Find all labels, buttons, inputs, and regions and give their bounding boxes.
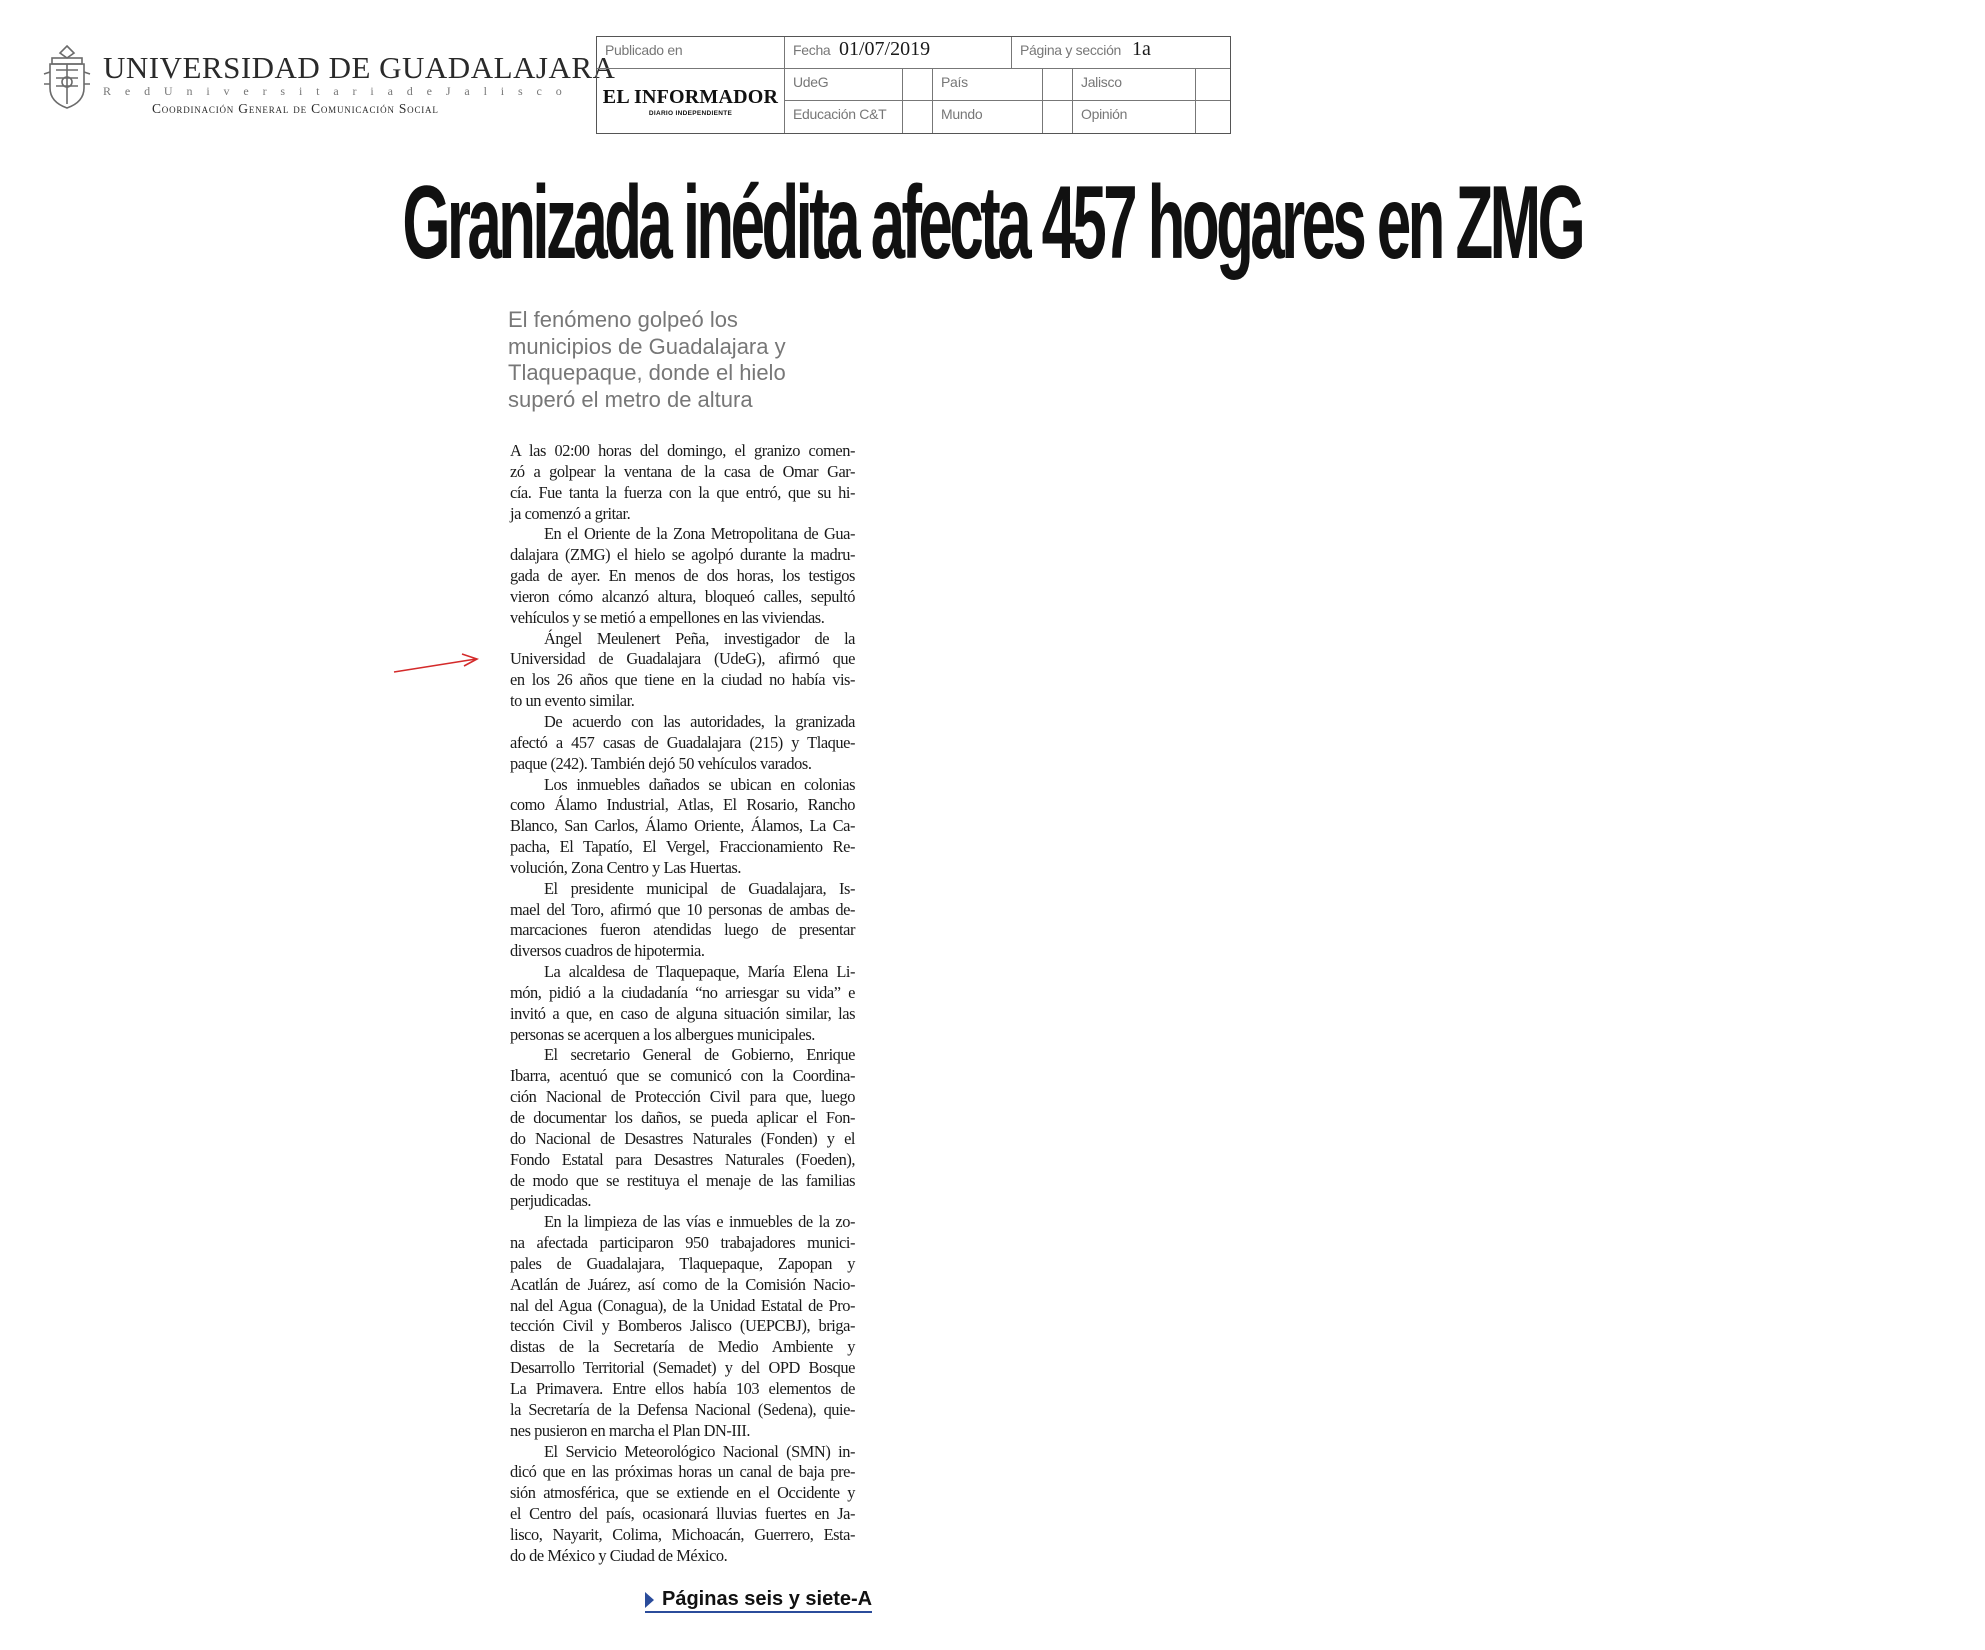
body-line: to un evento similar. (510, 691, 635, 711)
network-letter: i (298, 84, 304, 98)
body-line: Desarrollo Territorial (Semadet) y del OPD Bosque (510, 1358, 855, 1378)
body-line: La Primavera. Entre ellos había 103 elementos de (510, 1378, 855, 1398)
publication-info-grid (596, 36, 1231, 134)
body-line: paque (242). También dejó 50 vehículos varados. (510, 753, 812, 773)
section-mundo: Mundo (933, 101, 1043, 133)
body-line: A las 02:00 horas del domingo, el granizo comen- (510, 441, 855, 460)
body-line: como Álamo Industrial, Atlas, El Rosario, Rancho (510, 795, 855, 815)
body-line: do de México y Ciudad de México. (510, 1545, 728, 1565)
network-letter: i (206, 84, 211, 98)
body-line: gada de ayer. En menos de dos horas, los testigos (510, 566, 855, 586)
subhead-line: superó el metro de altura (508, 386, 753, 412)
body-line: volución, Zona Centro y Las Huertas. (510, 857, 741, 877)
article-subhead (508, 307, 828, 413)
network-letter: a (387, 84, 394, 98)
body-line: Los inmuebles dañados se ubican en colonias (544, 774, 855, 794)
body-line: personas se acerquen a los albergues municipales. (510, 1024, 815, 1044)
date-label: Fecha (793, 42, 831, 58)
body-line: Ibarra, acentuó que se comunicó con la Coordina- (510, 1066, 855, 1086)
body-line: vieron cómo alcanzó altura, bloqueó calles, sepultó (510, 586, 855, 606)
body-line: lisco, Nayarit, Colima, Michoacán, Guerrero, Esta- (510, 1524, 855, 1544)
body-line: afectó a 457 casas de Guadalajara (215) y Tlaque- (510, 732, 855, 752)
newspaper-masthead (597, 69, 785, 133)
body-line: món, pidió a la ciudadanía “no arriesgar su vida” e (510, 982, 855, 1002)
body-line: diversos cuadros de hipotermia. (510, 941, 705, 961)
body-line: na afectada participaron 950 trabajadores munici- (510, 1233, 855, 1253)
coordination-name: Coordinación General de Comunicación Social (152, 101, 439, 116)
section-checkbox (1196, 101, 1230, 133)
network-letter: s (280, 84, 287, 98)
body-line: en los 26 años que tiene en la ciudad no había vis- (510, 670, 855, 690)
network-letter: U (163, 84, 174, 98)
body-line: cía. Fue tanta la fuerza con la que entró, que su hi- (510, 482, 855, 502)
university-network (103, 84, 563, 99)
body-line: El presidente municipal de Guadalajara, Is- (544, 878, 855, 898)
body-line: do Nacional de Desastres Naturales (Fonden) y el (510, 1128, 855, 1148)
section-checkbox (903, 69, 933, 101)
network-letter: n (186, 84, 194, 98)
body-line: dalajara (ZMG) el hielo se agolpó durante la madru- (510, 545, 855, 565)
body-line: distas de la Secretaría de Medio Ambiente y (510, 1337, 855, 1357)
network-letter: r (352, 84, 358, 98)
body-line: invitó a que, en caso de alguna situación similar, las (510, 1003, 855, 1023)
body-line: De acuerdo con las autoridades, la granizada (544, 711, 855, 731)
university-crest-icon (42, 44, 92, 110)
body-line: marcaciones fueron atendidas luego de presentar (510, 920, 855, 940)
network-letter: r (262, 84, 268, 98)
red-arrow-marker-icon (392, 652, 482, 676)
section-checkbox (1043, 69, 1073, 101)
page-reference-link[interactable] (645, 1588, 872, 1613)
university-name: UNIVERSIDAD DE GUADALAJARA (103, 50, 616, 85)
section-pais: País (933, 69, 1043, 101)
body-line: la Secretaría de la Defensa Nacional (Sedena), quie- (510, 1399, 855, 1419)
section-checkbox (1043, 101, 1073, 133)
published-in-label: Publicado en (597, 37, 785, 69)
body-line: nes pusieron en marcha el Plan DN-III. (510, 1420, 751, 1440)
body-line: vehículos y se metió a empellones en las viviendas. (510, 607, 825, 627)
body-line: La alcaldesa de Tlaquepaque, María Elena Li- (544, 962, 855, 982)
page-reference-text: Páginas seis y siete-A (662, 1588, 873, 1610)
subhead-line: municipios de Guadalajara y (508, 333, 786, 359)
body-line: sión atmosférica, que se extiende en el Occidente y (510, 1483, 855, 1503)
headline-wrapper (0, 165, 1583, 281)
body-line: ción Nacional de Protección Civil para que, luego (510, 1087, 855, 1107)
body-line: El secretario General de Gobierno, Enrique (544, 1045, 855, 1065)
body-line: tección Civil y Bomberos Jalisco (UEPCBJ), briga- (510, 1316, 855, 1336)
newspaper-tagline: DIARIO INDEPENDIENTE (648, 109, 733, 117)
network-letter: d (144, 84, 152, 98)
section-opinion: Opinión (1073, 101, 1196, 133)
network-letter: c (536, 84, 543, 98)
network-letter: s (517, 84, 524, 98)
body-line: el Centro del país, ocasionará lluvias fuertes en Ja- (510, 1504, 855, 1524)
body-line: ja comenzó a gritar. (510, 503, 631, 523)
date-cell (785, 37, 1012, 69)
network-letter: e (426, 84, 433, 98)
body-line: Universidad de Guadalajara (UdeG), afirmó que (510, 649, 855, 669)
body-line: nal del Agua (Conagua), de la Unidad Estatal de Pro- (510, 1295, 855, 1315)
network-letter: e (243, 84, 250, 98)
body-line: zó a golpear la ventana de la casa de Omar Gar- (510, 461, 855, 481)
body-line: En el Oriente de la Zona Metropolitana de Gua- (544, 524, 855, 544)
body-line: de documentar los daños, se pueda aplicar el Fon- (510, 1108, 855, 1127)
body-line: mael del Toro, afirmó que 10 personas de ambas de- (510, 899, 855, 919)
network-letter: e (124, 84, 132, 98)
section-checkbox (903, 101, 933, 133)
section-udeg: UdeG (785, 69, 903, 101)
network-letter: i (370, 84, 375, 98)
network-letter: J (445, 84, 452, 98)
article-body (510, 441, 855, 1567)
page-section-label: Página y sección (1020, 42, 1122, 58)
subhead-line: El fenómeno golpeó los (508, 307, 738, 332)
body-line: Blanco, San Carlos, Álamo Oriente, Álamos, La Ca- (510, 816, 855, 836)
network-letter: a (464, 84, 471, 98)
page-section-cell (1012, 37, 1230, 69)
network-letter: a (333, 84, 340, 98)
body-line: dicó que en las próximas horas un canal de baja pre- (510, 1462, 855, 1482)
body-line: Acatlán de Juárez, así como de la Comisión Nacio- (510, 1274, 855, 1294)
network-letter: t (316, 84, 321, 98)
body-line: de modo que se restituya el menaje de las familias (510, 1170, 855, 1190)
body-line: pales de Guadalajara, Tlaquepaque, Zapopan y (510, 1253, 855, 1273)
article-headline: Granizada inédita afecta 457 hogares en ZMG (402, 165, 1583, 281)
section-checkbox (1196, 69, 1230, 101)
page-section-value: 1a (1132, 38, 1151, 60)
body-line: Fondo Estatal para Desastres Naturales (Foeden), (510, 1149, 855, 1169)
network-letter: R (103, 84, 113, 98)
network-letter: i (500, 84, 506, 98)
network-letter: v (223, 84, 231, 98)
section-educacion: Educación C&T (785, 101, 903, 133)
body-line: En la limpieza de las vías e inmuebles de la zo- (544, 1212, 855, 1232)
network-letter: l (483, 84, 488, 98)
body-line: El Servicio Meteorológico Nacional (SMN) in- (544, 1441, 855, 1461)
body-line: Ángel Meulenert Peña, investigador de la (544, 628, 855, 648)
section-jalisco: Jalisco (1073, 69, 1196, 101)
subhead-line: Tlaquepaque, donde el hielo (508, 360, 786, 385)
newspaper-name: EL INFORMADOR (602, 85, 779, 108)
body-line: pacha, El Tapatío, El Vergel, Fraccionamiento Re- (510, 837, 855, 857)
triangle-bullet-icon (645, 1592, 654, 1608)
network-letter: o (555, 84, 563, 98)
date-value: 01/07/2019 (839, 38, 931, 60)
body-line: perjudicadas. (510, 1191, 592, 1211)
network-letter: d (406, 84, 414, 98)
